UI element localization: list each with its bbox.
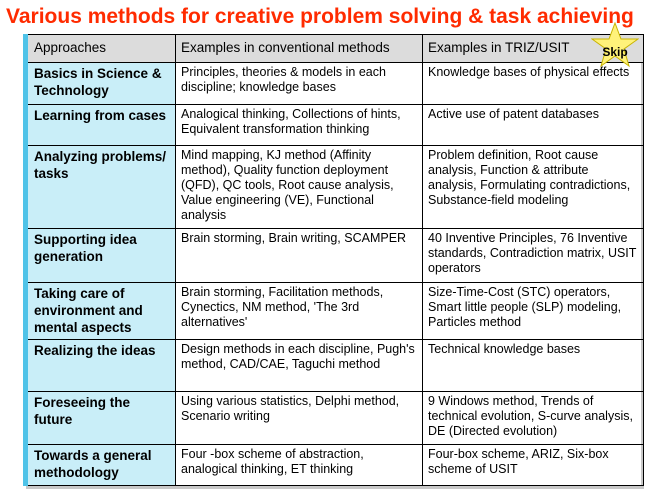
conventional-cell: Principles, theories & models in each discipline; knowledge bases (176, 63, 423, 105)
page-title: Various methods for creative problem solving & task achieving (6, 5, 634, 28)
table-row (26, 283, 644, 340)
triz-cell: Problem definition, Root cause analysis, Function & attribute analysis, Formulating contradictions, Substance-field modeling (423, 146, 644, 229)
approach-cell: Towards a general methodology (26, 445, 176, 486)
approach-cell: Foreseeing the future (26, 391, 176, 445)
approach-cell: Analyzing problems/ tasks (26, 146, 176, 229)
conventional-cell: Four -box scheme of abstraction, analogical thinking, ET thinking (176, 445, 423, 486)
table-row (26, 229, 644, 283)
triz-cell: 9 Windows method, Trends of technical evolution, S-curve analysis, DE (Directed evolution) (423, 391, 644, 445)
approach-cell: Supporting idea generation (26, 229, 176, 283)
header-approaches: Approaches (26, 35, 176, 63)
conventional-cell: Using various statistics, Delphi method, Scenario writing (176, 391, 423, 445)
table-row (26, 391, 644, 445)
conventional-cell: Mind mapping, KJ method (Affinity method), Quality function deployment (QFD), QC tools, Root cause analysis, Value engineering (VE), Functional analysis (176, 146, 423, 229)
methods-table (23, 34, 644, 486)
table-row (26, 445, 644, 486)
approach-cell: Taking care of environment and mental aspects (26, 283, 176, 340)
table-row (26, 339, 644, 391)
header-conventional: Examples in conventional methods (176, 35, 423, 63)
conventional-cell: Analogical thinking, Collections of hints, Equivalent transformation thinking (176, 104, 423, 146)
triz-cell: Active use of patent databases (423, 104, 644, 146)
approach-cell: Basics in Science & Technology (26, 63, 176, 105)
table-row (26, 63, 644, 105)
approach-cell: Learning from cases (26, 104, 176, 146)
conventional-cell: Brain storming, Facilitation methods, Cynectics, NM method, 'The 3rd alternatives' (176, 283, 423, 340)
methods-table-container (23, 34, 641, 486)
table-row (26, 146, 644, 229)
table-row (26, 104, 644, 146)
skip-button[interactable] (591, 22, 639, 68)
table-header-row (26, 35, 644, 63)
approach-cell: Realizing the ideas (26, 339, 176, 391)
header-triz-usit: Examples in TRIZ/USIT (423, 35, 644, 63)
triz-cell: Four-box scheme, ARIZ, Six-box scheme of USIT (423, 445, 644, 486)
conventional-cell: Brain storming, Brain writing, SCAMPER (176, 229, 423, 283)
triz-cell: Knowledge bases of physical effects (423, 63, 644, 105)
conventional-cell: Design methods in each discipline, Pugh's method, CAD/CAE, Taguchi method (176, 339, 423, 391)
skip-label: Skip (602, 45, 628, 59)
triz-cell: 40 Inventive Principles, 76 Inventive standards, Contradiction matrix, USIT operators (423, 229, 644, 283)
triz-cell: Size-Time-Cost (STC) operators, Smart little people (SLP) modeling, Particles method (423, 283, 644, 340)
triz-cell: Technical knowledge bases (423, 339, 644, 391)
